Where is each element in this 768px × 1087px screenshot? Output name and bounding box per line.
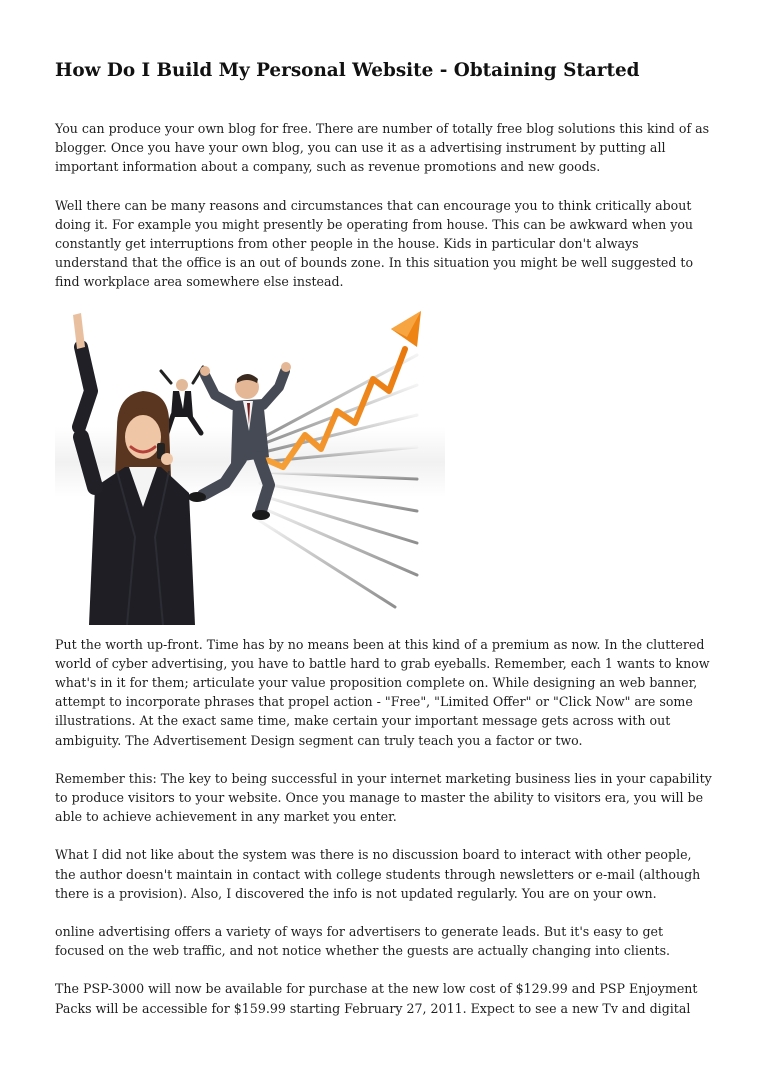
- paragraph-3: Put the worth up-front. Time has by no means been at this kind of a premium as now. In the cluttered world of cyber advertising, you have to battle hard to grab eyeballs. Remember, each 1 wants to know what's in it for them; articulate your value proposition complete on. While designing an web banner, attempt to incorporate phrases that propel action - "Free", "Limited Offer" or "Click Now" are some illustrations. At the exact same time, make certain your important message gets across with out ambiguity. The Advertisement Design segment can truly teach you a factor or two.: [55, 636, 710, 748]
- growth-illustration-svg: [55, 307, 445, 625]
- paragraph-5: What I did not like about the system was there is no discussion board to interact with other people, the author doesn't maintain in contact with college students through newsletters or e-mail (although there is a provision). Also, I discovered the info is not updated regularly. You are on your own.: [55, 847, 701, 901]
- document-title: How Do I Build My Personal Website - Obtaining Started: [55, 60, 640, 81]
- paragraph-2: Well there can be many reasons and circumstances that can encourage you to think critically about doing it. For example you might presently be operating from house. This can be awkward when you constantly get interruptions from other people in the house. Kids in particular don't always understand that the office is an out of bounds zone. In this situation you might be well suggested to find workplace area somewhere else instead.: [55, 197, 694, 290]
- paragraph-4: Remember this: The key to being successful in your internet marketing business lies in your capability to produce visitors to your website. Once you manage to master the ability to visitors era, you will be able to achieve achievement in any market you enter.: [55, 770, 712, 825]
- growth-illustration: [55, 307, 445, 625]
- document-page: [55, 58, 715, 1018]
- paragraph-6: online advertising offers a variety of ways for advertisers to generate leads. But it's easy to get focused on the web traffic, and not notice whether the guests are actually changing into clients.: [55, 924, 671, 959]
- paragraph-7: The PSP-3000 will now be available for purchase at the new low cost of $129.99 and PSP Enjoyment Packs will be accessible for $159.99 starting February 27, 2011. Expect to see a new Tv and digital: [55, 981, 698, 1016]
- paragraph-1: You can produce your own blog for free. There are number of totally free blog solutions this kind of as blogger. Once you have your own blog, you can use it as a advertising instrument by putting all important information about a company, such as revenue promotions and new goods.: [55, 121, 710, 175]
